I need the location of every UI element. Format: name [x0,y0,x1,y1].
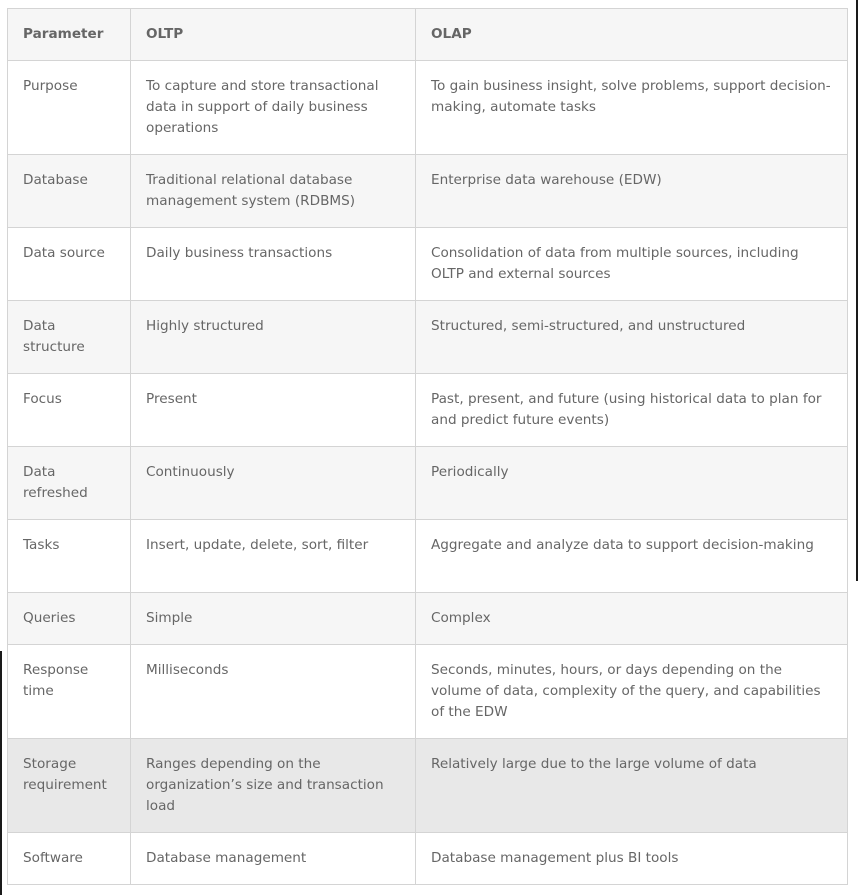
window-edge-right [856,0,858,581]
table-row [8,833,848,885]
row-parameter: Database [8,155,131,228]
table-header-row [8,9,848,61]
table-row [8,447,848,520]
row-oltp-value: Present [131,374,416,447]
row-parameter: Queries [8,593,131,645]
row-olap-value: Past, present, and future (using historical data to plan for and predict future events) [416,374,848,447]
row-parameter: Data source [8,228,131,301]
row-oltp-value: Ranges depending on the organization’s size and transaction load [131,739,416,833]
row-olap-value: Database management plus BI tools [416,833,848,885]
row-parameter: Software [8,833,131,885]
row-oltp-value: Simple [131,593,416,645]
table-row [8,645,848,739]
row-parameter: Response time [8,645,131,739]
header-parameter: Parameter [8,9,131,61]
table-row [8,155,848,228]
row-oltp-value: To capture and store transactional data in support of daily business operations [131,61,416,155]
row-oltp-value: Traditional relational database management system (RDBMS) [131,155,416,228]
row-olap-value: Relatively large due to the large volume of data [416,739,848,833]
row-olap-value: Enterprise data warehouse (EDW) [416,155,848,228]
row-olap-value: Complex [416,593,848,645]
row-olap-value: Seconds, minutes, hours, or days depending on the volume of data, complexity of the query, and capabilities of the EDW [416,645,848,739]
header-olap: OLAP [416,9,848,61]
row-oltp-value: Highly structured [131,301,416,374]
row-olap-value: Structured, semi-structured, and unstructured [416,301,848,374]
row-oltp-value: Database management [131,833,416,885]
row-parameter: Focus [8,374,131,447]
table-row [8,739,848,833]
row-oltp-value: Daily business transactions [131,228,416,301]
window-edge-left [0,651,2,895]
table-row [8,374,848,447]
row-olap-value: Consolidation of data from multiple sources, including OLTP and external sources [416,228,848,301]
row-parameter: Data structure [8,301,131,374]
table-row [8,228,848,301]
row-parameter: Storage requirement [8,739,131,833]
row-olap-value: Periodically [416,447,848,520]
row-parameter: Purpose [8,61,131,155]
row-olap-value: To gain business insight, solve problems, support decision-making, automate tasks [416,61,848,155]
table-row [8,301,848,374]
table-row [8,61,848,155]
row-olap-value: Aggregate and analyze data to support decision-making [416,520,848,593]
oltp-olap-comparison-table [7,8,848,885]
header-oltp: OLTP [131,9,416,61]
row-parameter: Tasks [8,520,131,593]
row-oltp-value: Milliseconds [131,645,416,739]
table-row [8,593,848,645]
table-row [8,520,848,593]
row-oltp-value: Insert, update, delete, sort, filter [131,520,416,593]
row-parameter: Data refreshed [8,447,131,520]
row-oltp-value: Continuously [131,447,416,520]
